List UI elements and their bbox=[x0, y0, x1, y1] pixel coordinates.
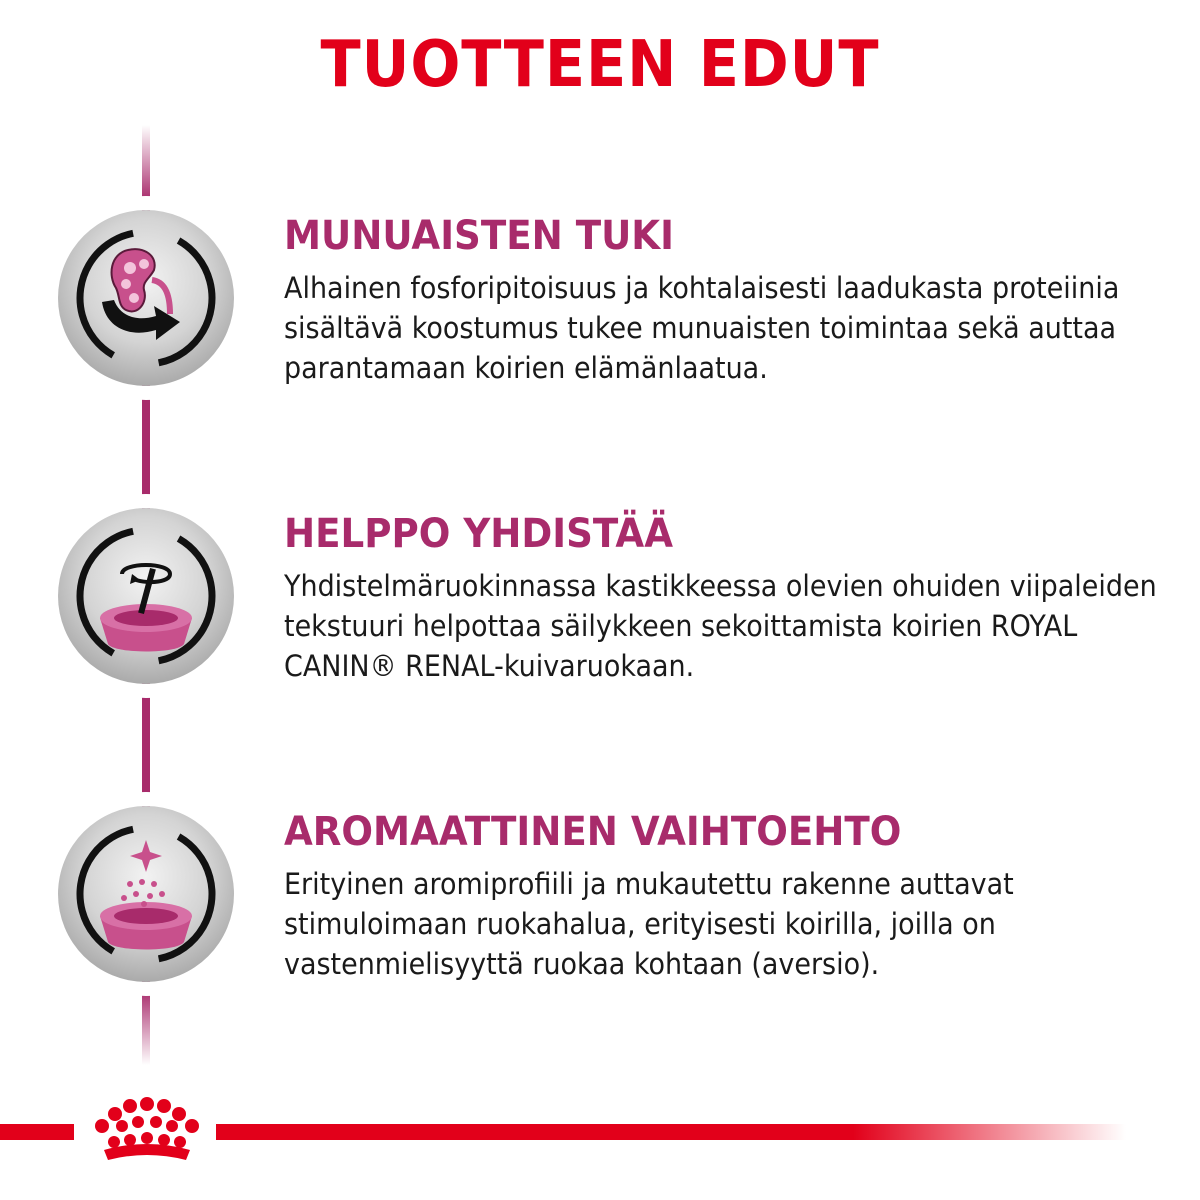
benefit-text-kidney: Alhainen fosforipitoisuus ja kohtalaisesti laadukasta proteiinia sisältävä koostumus tukee munuaisten toimintaa sekä auttaa parantamaan koirien elämänlaatua. bbox=[284, 271, 1120, 385]
mixing-bowl-icon bbox=[58, 508, 234, 684]
aromatic-bowl-icon bbox=[58, 806, 234, 982]
royal-canin-crown-logo bbox=[82, 1092, 212, 1164]
benefit-title-kidney: MUNUAISTEN TUKI bbox=[284, 213, 674, 259]
benefit-title-mix: HELPPO YHDISTÄÄ bbox=[284, 511, 674, 557]
benefit-title-aroma: AROMAATTINEN VAIHTOEHTO bbox=[284, 809, 902, 855]
benefit-text-mix: Yhdistelmäruokinnassa kastikkeessa olevien ohuiden viipaleiden tekstuuri helpottaa säilykkeen sekoittamista koirien ROYAL CANIN® RENAL-kuivaruokaan. bbox=[284, 569, 1157, 683]
footer-bar-left bbox=[0, 1124, 74, 1140]
footer-bar-right bbox=[216, 1124, 1126, 1140]
kidney-support-icon bbox=[58, 210, 234, 386]
benefit-text-aroma: Erityinen aromiprofiili ja mukautettu rakenne auttavat stimuloimaan ruokahalua, erityisesti koirilla, joilla on vastenmielisyyttä ruokaa kohtaan (aversio). bbox=[284, 867, 1014, 981]
page-title: TUOTTEEN EDUT bbox=[320, 28, 880, 102]
